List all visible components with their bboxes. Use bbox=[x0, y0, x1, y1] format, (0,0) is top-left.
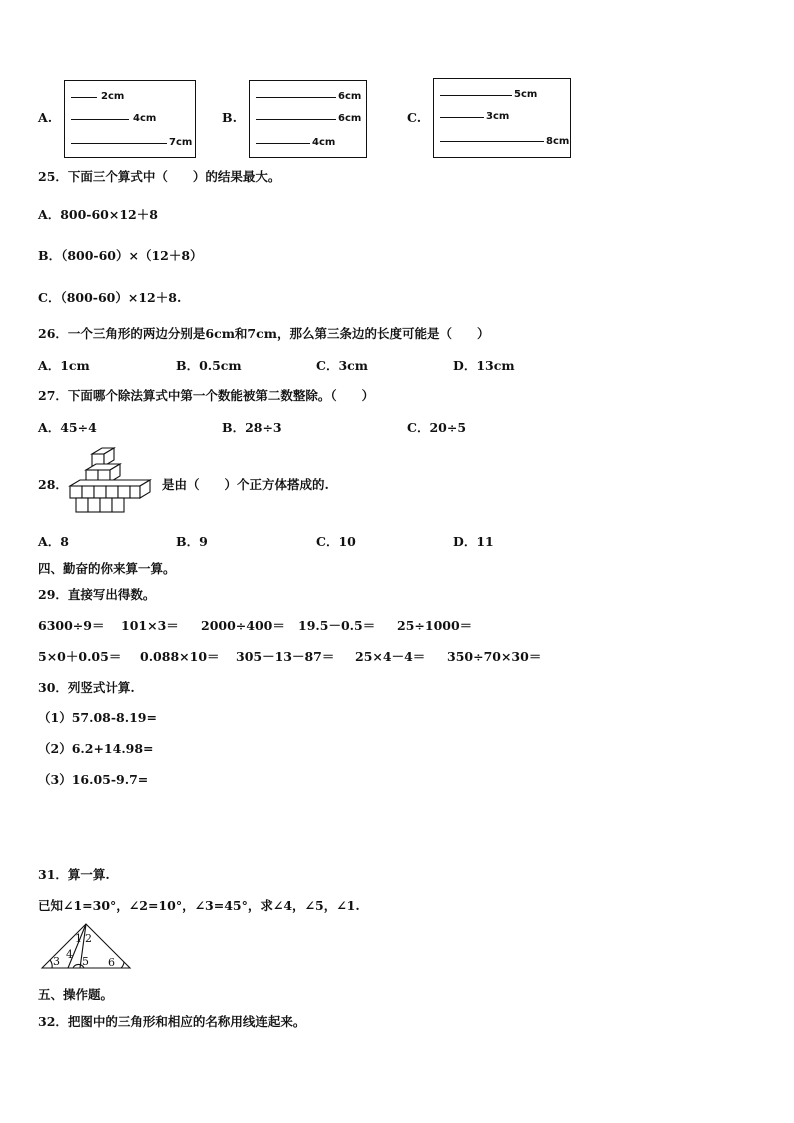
length-label: 4cm bbox=[312, 137, 336, 148]
length-label: 5cm bbox=[514, 89, 538, 100]
line-segment bbox=[71, 97, 97, 98]
line-segment bbox=[71, 119, 129, 120]
q27-option-c: C．20÷5 bbox=[407, 420, 467, 435]
line-segment bbox=[256, 143, 310, 144]
angle-label: 4 bbox=[66, 948, 73, 961]
angle-label: 1 bbox=[75, 932, 82, 945]
line-figure-a bbox=[64, 80, 196, 158]
q30-item-3: （3）16.05-9.7= bbox=[38, 772, 149, 787]
line-segment bbox=[440, 117, 484, 118]
q28-option-b: B．9 bbox=[176, 534, 208, 549]
q28-number: 28． bbox=[38, 477, 68, 492]
angle-label: 2 bbox=[85, 932, 92, 945]
q27-option-a: A．45÷4 bbox=[38, 420, 97, 435]
q29-stem: 29．直接写出得数。 bbox=[38, 587, 156, 602]
length-label: 6cm bbox=[338, 113, 362, 124]
length-label: 7cm bbox=[169, 137, 193, 148]
q25-option-b: B．（800-60）×（12＋8） bbox=[38, 248, 203, 263]
length-label: 8cm bbox=[546, 136, 570, 147]
section-5-heading: 五、操作题。 bbox=[38, 987, 114, 1002]
section-4-heading: 四、勤奋的你来算一算。 bbox=[38, 561, 176, 576]
q28-option-a: A．8 bbox=[38, 534, 69, 549]
q26-option-c: C．3cm bbox=[316, 358, 368, 373]
line-segment bbox=[256, 97, 336, 98]
line-segment bbox=[440, 141, 544, 142]
q29-r1-item3: 2000÷400＝ bbox=[201, 618, 285, 633]
q28-option-d: D．11 bbox=[453, 534, 494, 549]
triangle-angle-figure bbox=[40, 920, 132, 970]
q30-stem: 30．列竖式计算. bbox=[38, 680, 135, 695]
angle-label: 6 bbox=[108, 956, 115, 969]
q29-r1-item5: 25÷1000＝ bbox=[397, 618, 473, 633]
q25-option-a: A．800-60×12＋8 bbox=[38, 207, 158, 222]
line-segment bbox=[71, 143, 167, 144]
q25-option-c: C．（800-60）×12＋8. bbox=[38, 290, 182, 305]
q26-stem: 26．一个三角形的两边分别是6cm和7cm，那么第三条边的长度可能是（ ） bbox=[38, 326, 490, 341]
q30-item-2: （2）6.2+14.98= bbox=[38, 741, 154, 756]
line-figure-b bbox=[249, 80, 367, 158]
option-a-label: A. bbox=[38, 110, 53, 125]
q29-r1-item1: 6300÷9＝ bbox=[38, 618, 105, 633]
q29-r1-item4: 19.5－0.5＝ bbox=[298, 618, 376, 633]
line-segment bbox=[256, 119, 336, 120]
q29-r2-item2: 0.088×10＝ bbox=[140, 649, 220, 664]
q29-r2-item3: 305－13－87＝ bbox=[236, 649, 335, 664]
q28-stem: 是由（ ）个正方体搭成的. bbox=[162, 477, 329, 492]
length-label: 6cm bbox=[338, 91, 362, 102]
q29-r2-item1: 5×0＋0.05＝ bbox=[38, 649, 122, 664]
length-label: 4cm bbox=[133, 113, 157, 124]
q27-option-b: B．28÷3 bbox=[222, 420, 282, 435]
q29-r1-item2: 101×3＝ bbox=[121, 618, 179, 633]
q29-r2-item5: 350÷70×30＝ bbox=[447, 649, 542, 664]
q26-option-b: B．0.5cm bbox=[176, 358, 242, 373]
q29-r2-item4: 25×4－4＝ bbox=[355, 649, 426, 664]
length-label: 2cm bbox=[101, 91, 125, 102]
q27-stem: 27．下面哪个除法算式中第一个数能被第二数整除。（ ） bbox=[38, 388, 375, 403]
q28-option-c: C．10 bbox=[316, 534, 356, 549]
option-c-label: C. bbox=[407, 110, 422, 125]
q26-option-d: D．13cm bbox=[453, 358, 515, 373]
angle-label: 5 bbox=[82, 955, 89, 968]
q31-stem: 31．算一算. bbox=[38, 867, 110, 882]
q30-item-1: （1）57.08-8.19= bbox=[38, 710, 157, 725]
cube-stack-figure bbox=[66, 446, 154, 516]
angle-label: 3 bbox=[53, 955, 60, 968]
q31-text: 已知∠1=30°，∠2=10°，∠3=45°，求∠4，∠5，∠1. bbox=[38, 898, 360, 913]
q32-stem: 32．把图中的三角形和相应的名称用线连起来。 bbox=[38, 1014, 306, 1029]
q25-stem: 25．下面三个算式中（ ）的结果最大。 bbox=[38, 169, 281, 184]
line-figure-c bbox=[433, 78, 571, 158]
option-b-label: B. bbox=[222, 110, 237, 125]
length-label: 3cm bbox=[486, 111, 510, 122]
q26-option-a: A．1cm bbox=[38, 358, 90, 373]
line-segment bbox=[440, 95, 512, 96]
